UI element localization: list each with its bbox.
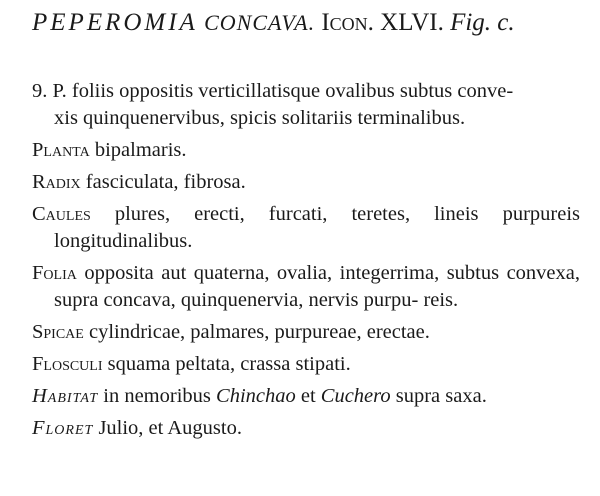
description-body bbox=[32, 78, 580, 447]
entry-label: Floret bbox=[32, 417, 94, 439]
diagnosis-line-2: xis quinquenervibus, spicis solitariis terminalibus. bbox=[54, 107, 466, 129]
place-name: Chinchao bbox=[216, 385, 296, 407]
entry-label: Flosculi bbox=[32, 353, 103, 375]
entry-text: bipalmaris. bbox=[89, 139, 187, 161]
entry-caules bbox=[32, 201, 580, 255]
entry-radix bbox=[32, 169, 580, 196]
entry-text: fasciculata, fibrosa. bbox=[80, 171, 246, 193]
entry-text: squama peltata, crassa stipati. bbox=[102, 353, 351, 375]
entry-folia bbox=[32, 260, 580, 314]
title-figure-reference: Fig. c. bbox=[450, 9, 515, 36]
species-diagnosis bbox=[32, 78, 580, 132]
entry-text: Julio, et Augusto. bbox=[93, 417, 242, 439]
entry-text: opposita aut quaterna, ovalia, integerrima, subtus convexa, supra concava, quinquenervia, nervis purpu- reis. bbox=[54, 262, 580, 311]
diagnosis-line-1: 9. P. foliis oppositis verticillatisque ovalibus subtus conve- bbox=[32, 80, 514, 102]
entry-text: in nemoribus bbox=[98, 385, 217, 407]
entry-label: Caules bbox=[32, 203, 91, 225]
page-title bbox=[32, 8, 515, 38]
entry-text: supra saxa. bbox=[390, 385, 487, 407]
entry-label: Folia bbox=[32, 262, 77, 284]
entry-text: cylindricae, palmares, purpureae, erectae. bbox=[83, 321, 430, 343]
entry-flosculi bbox=[32, 351, 580, 378]
entry-planta bbox=[32, 137, 580, 164]
entry-text: plures, erecti, furcati, teretes, lineis purpureis longitudinalibus. bbox=[54, 203, 580, 252]
entry-floret bbox=[32, 415, 580, 442]
title-icon-reference: Icon. XLVI. bbox=[321, 9, 444, 36]
entry-spicae bbox=[32, 319, 580, 346]
entry-habitat bbox=[32, 383, 580, 410]
entry-label: Planta bbox=[32, 139, 90, 161]
entry-text: et bbox=[295, 385, 321, 407]
entry-label: Spicae bbox=[32, 321, 84, 343]
place-name: Cuchero bbox=[320, 385, 391, 407]
title-species: CONCAVA. bbox=[204, 10, 316, 35]
entry-label: Radix bbox=[32, 171, 81, 193]
title-genus: PEPEROMIA bbox=[32, 9, 198, 36]
entry-label: Habitat bbox=[32, 385, 99, 407]
